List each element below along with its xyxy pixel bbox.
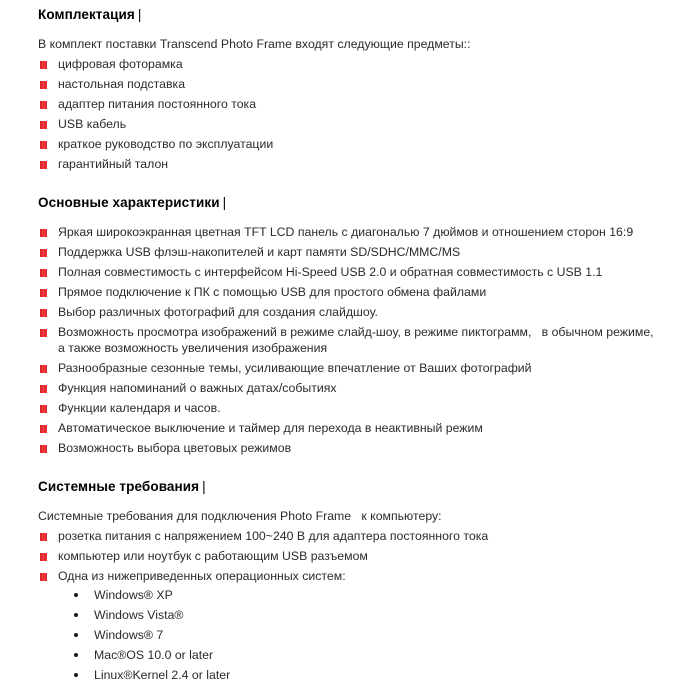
section-heading-features [38,194,659,211]
list-item [38,568,659,584]
red-square-bullet-icon [40,101,47,109]
dot-bullet-icon [74,653,78,657]
list-system-requirements [38,528,659,584]
dot-bullet-icon [74,673,78,677]
list-item-label: Яркая широкоэкранная цветная TFT LCD панель с диагональю 7 дюймов и отношением сторон 16:9 [58,225,634,239]
section-heading-text: Комплектация [38,7,135,22]
list-item [38,56,659,72]
list-item-label: настольная подставка [58,77,186,91]
list-item-label: розетка питания с напряжением 100~240 В для адаптера постоянного тока [58,529,489,543]
list-item-label: Одна из нижеприведенных операционных систем: [58,569,346,583]
list-item-label: USB кабель [58,117,127,131]
heading-bar-icon: | [202,479,206,494]
list-item-label: Linux®Kernel 2.4 or later [94,668,231,682]
list-item-label: Возможность просмотра изображений в режиме слайд-шоу, в режиме пиктограмм, в обычном режиме, а также возможность увеличения изображения [58,325,657,355]
dot-bullet-icon [74,593,78,597]
list-item [38,548,659,564]
spacer [38,172,659,194]
red-square-bullet-icon [40,269,47,277]
red-square-bullet-icon [40,445,47,453]
list-item [38,420,659,436]
heading-bar-icon: | [222,195,227,210]
list-item-label: Windows® 7 [94,628,164,642]
list-item [38,528,659,544]
red-square-bullet-icon [40,553,47,561]
list-item [38,667,659,683]
red-square-bullet-icon [40,289,47,297]
list-item-label: Поддержка USB флэш-накопителей и карт памяти SD/SDHC/MMC/MS [58,245,461,259]
list-item [38,244,659,260]
intro-text-system-requirements: Системные требования для подключения Photo Frame к компьютеру: [38,509,442,523]
list-item-label: краткое руководство по эксплуатации [58,137,274,151]
list-item [38,400,659,416]
list-item [38,284,659,300]
red-square-bullet-icon [40,425,47,433]
list-item [38,76,659,92]
red-square-bullet-icon [40,81,47,89]
list-item-label: Автоматическое выключение и таймер для перехода в неактивный режим [58,421,483,435]
red-square-bullet-icon [40,121,47,129]
red-square-bullet-icon [40,385,47,393]
spacer [38,23,659,36]
list-item-label: Windows Vista® [94,608,184,622]
list-item [38,440,659,456]
red-square-bullet-icon [40,573,47,581]
red-square-bullet-icon [40,229,47,237]
list-item [38,264,659,280]
list-item-label: адаптер питания постоянного тока [58,97,257,111]
section-heading-text: Системные требования [38,479,200,494]
list-item-label: Функция напоминаний о важных датах/событиях [58,381,337,395]
list-item [38,607,659,623]
intro-text-packaging: В комплект поставки Transcend Photo Frame входят следующие предметы:: [38,37,471,51]
list-item-label: компьютер или ноутбук с работающим USB разъемом [58,549,368,563]
list-operating-systems [38,587,659,683]
list-item-label: Windows® XP [94,588,173,602]
list-item [38,96,659,112]
list-item-label: Прямое подключение к ПК с помощью USB для простого обмена файлами [58,285,487,299]
red-square-bullet-icon [40,309,47,317]
list-item [38,647,659,663]
dot-bullet-icon [74,613,78,617]
red-square-bullet-icon [40,533,47,541]
spacer [38,211,659,224]
list-item [38,587,659,603]
list-item [38,380,659,396]
section-heading-system-requirements [38,478,659,495]
red-square-bullet-icon [40,249,47,257]
red-square-bullet-icon [40,61,47,69]
list-item [38,324,659,356]
red-square-bullet-icon [40,365,47,373]
list-item-label: Возможность выбора цветовых режимов [58,441,292,455]
list-packaging [38,56,659,172]
list-item [38,304,659,320]
section-heading-packaging [38,6,659,23]
list-item-label: Mac®OS 10.0 or later [94,648,214,662]
red-square-bullet-icon [40,405,47,413]
list-item-label: Функции календаря и часов. [58,401,221,415]
list-item [38,116,659,132]
list-item-label: Разнообразные сезонные темы, усиливающие впечатление от Ваших фотографий [58,361,532,375]
dot-bullet-icon [74,633,78,637]
list-item [38,360,659,376]
red-square-bullet-icon [40,329,47,337]
list-item [38,136,659,152]
red-square-bullet-icon [40,141,47,149]
red-square-bullet-icon [40,161,47,169]
section-heading-text: Основные характеристики [38,195,220,210]
spacer [38,495,659,508]
spacer [38,456,659,478]
list-item [38,156,659,172]
list-features [38,224,659,456]
list-item-label: гарантийный талон [58,157,169,171]
list-item-label: цифровая фоторамка [58,57,183,71]
heading-bar-icon: | [137,7,142,22]
list-item-label: Полная совместимость с интерфейсом Hi-Speed USB 2.0 и обратная совместимость с USB 1.1 [58,265,603,279]
list-item [38,627,659,643]
list-item [38,224,659,240]
list-item-label: Выбор различных фотографий для создания слайдшоу. [58,305,378,319]
